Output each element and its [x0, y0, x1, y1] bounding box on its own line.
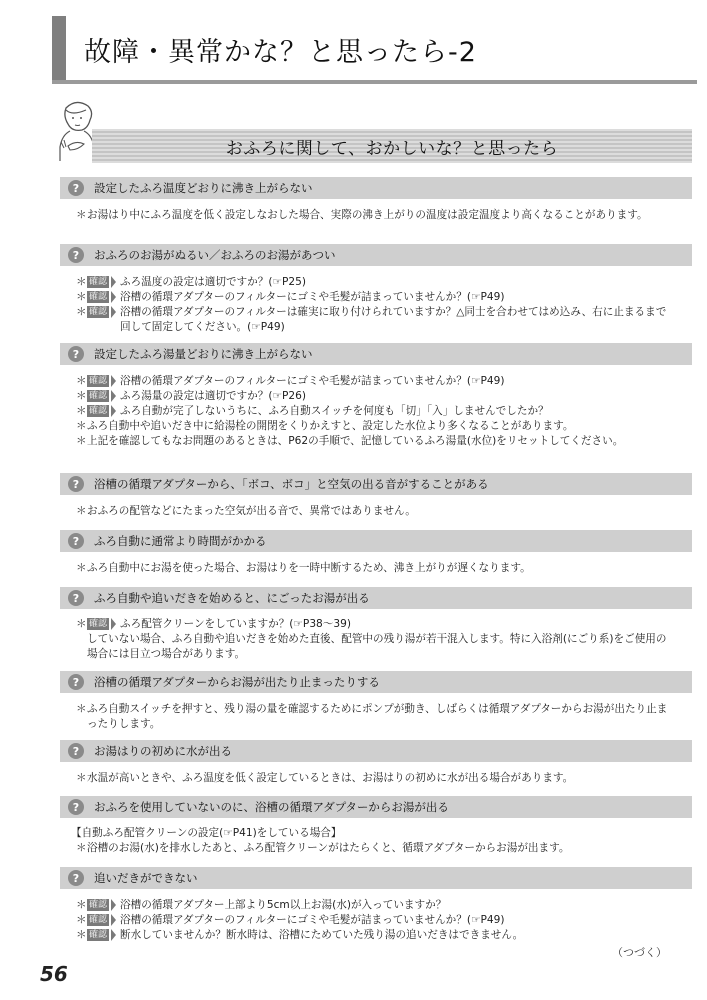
asterisk-mark: ＊ [76, 772, 87, 784]
asterisk-mark: ＊ [76, 390, 87, 402]
question-header [60, 671, 692, 693]
arrow-right-icon [111, 929, 116, 941]
kakunin-tag: 確認 [89, 900, 108, 910]
question-mark-icon: ? [68, 180, 84, 196]
page-number: 56 [40, 962, 68, 986]
answer-line [76, 771, 676, 786]
asterisk-mark: ＊ [76, 505, 87, 517]
question-text: 浴槽の循環アダプターからお湯が出たり止まったりする [94, 675, 380, 689]
arrow-right-icon [111, 306, 116, 318]
page-title: 故障・異常かな？と思ったら-2 [84, 36, 477, 68]
question-header [60, 867, 692, 889]
answer-text: 断水していませんか？断水時は、浴槽にためていた残り湯の追いだきはできません。 [120, 929, 524, 941]
answer-text: おふろの配管などにたまった空気が出る音で、異常ではありません。 [87, 505, 416, 517]
question-text: おふろを使用していないのに、浴槽の循環アダプターからお湯が出る [94, 800, 449, 814]
asterisk-mark: ＊ [76, 291, 87, 303]
answer-block [76, 208, 676, 223]
asterisk-mark: ＊ [76, 420, 87, 432]
asterisk-mark: ＊ [76, 562, 87, 574]
question-text: 浴槽の循環アダプターから、「ボコ、ボコ」と空気の出る音がすることがある [94, 477, 489, 491]
asterisk-mark: ＊ [76, 405, 87, 417]
answer-preface: 【自動ふろ配管クリーンの設定(☞P41)をしている場合】 [71, 827, 342, 839]
section-title: おふろに関して、おかしいな？と思ったら [225, 138, 559, 159]
kakunin-tag: 確認 [89, 376, 108, 386]
question-text: おふろのお湯がぬるい／おふろのお湯があつい [94, 248, 336, 262]
answer-text: ふろ自動スイッチを押すと、残り湯の量を確認するためにポンプが動き、しばらくは循環アダプターからお湯が出たり止まったりします。 [87, 703, 668, 730]
kakunin-tag: 確認 [89, 307, 108, 317]
answer-line [76, 561, 676, 576]
asterisk-mark: ＊ [76, 703, 87, 715]
answer-block [76, 617, 676, 662]
answer-block [76, 702, 676, 732]
answer-line [76, 617, 676, 632]
answer-text: 浴槽のお湯(水)を排水したあと、ふろ配管クリーンがはたらくと、循環アダプターからお湯が出ます。 [87, 842, 570, 854]
answer-line [76, 374, 676, 389]
answer-line [76, 404, 676, 419]
question-mark-icon: ? [68, 743, 84, 759]
arrow-right-icon [111, 405, 116, 417]
answer-text: 浴槽の循環アダプター上部より5cm以上お湯(水)が入っていますか？ [120, 899, 447, 911]
answer-text: 浴槽の循環アダプターのフィルターにゴミや毛髪が詰まっていませんか？(☞P49) [120, 914, 505, 926]
answer-line [76, 898, 676, 913]
question-mark-icon: ? [68, 870, 84, 886]
question-text: ふろ自動に通常より時間がかかる [94, 534, 267, 548]
answer-text: 浴槽の循環アダプターのフィルターは確実に取り付けられていますか？△同士を合わせてはめ込み、右に止まるまで回して固定してください。(☞P49) [120, 306, 667, 333]
answer-line [76, 305, 676, 335]
answer-text: 上記を確認してもなお問題のあるときは、P62の手順で、記憶しているふろ湯量(水位)をリセットしてください。 [87, 435, 624, 447]
answer-line [76, 389, 676, 404]
kakunin-tag: 確認 [89, 292, 108, 302]
answer-line [76, 913, 676, 928]
question-text: お湯はりの初めに水が出る [94, 744, 232, 758]
question-mark-icon: ? [68, 799, 84, 815]
answer-line [76, 504, 676, 519]
question-header [60, 473, 692, 495]
question-text: 設定したふろ湯量どおりに沸き上がらない [94, 347, 313, 361]
arrow-right-icon [111, 375, 116, 387]
arrow-right-icon [111, 291, 116, 303]
kakunin-tag: 確認 [89, 619, 108, 629]
question-header [60, 177, 692, 199]
answer-line [76, 419, 676, 434]
question-text: 設定したふろ温度どおりに沸き上がらない [94, 181, 313, 195]
question-header [60, 796, 692, 818]
question-text: ふろ自動や追いだきを始めると、にごったお湯が出る [94, 591, 370, 605]
kakunin-tag: 確認 [89, 930, 108, 940]
answer-text: ふろ自動中にお湯を使った場合、お湯はりを一時中断するため、沸き上がりが遅くなります。 [87, 562, 531, 574]
continued-note: （つづく） [612, 946, 667, 959]
asterisk-mark: ＊ [76, 209, 87, 221]
answer-line [76, 702, 676, 732]
answer-line [76, 208, 676, 223]
question-mark-icon: ? [68, 247, 84, 263]
answer-block [76, 898, 676, 943]
answer-block [76, 504, 676, 519]
question-mark-icon: ? [68, 346, 84, 362]
answer-block [71, 826, 671, 856]
answer-text: お湯はり中にふろ温度を低く設定しなおした場合、実際の沸き上がりの温度は設定温度より高くなることがあります。 [87, 209, 648, 221]
question-header [60, 343, 692, 365]
kakunin-tag: 確認 [89, 391, 108, 401]
answer-text: 水温が高いときや、ふろ温度を低く設定しているときは、お湯はりの初めに水が出る場合があります。 [87, 772, 574, 784]
asterisk-mark: ＊ [76, 375, 87, 387]
question-header [60, 587, 692, 609]
answer-line [76, 290, 676, 305]
question-header [60, 244, 692, 266]
title-bar [52, 16, 697, 82]
asterisk-mark: ＊ [76, 276, 87, 288]
asterisk-mark: ＊ [76, 914, 87, 926]
answer-block [76, 275, 676, 335]
arrow-right-icon [111, 276, 116, 288]
asterisk-mark: ＊ [76, 435, 87, 447]
answer-text: ふろ自動中や追いだき中に給湯栓の開閉をくりかえすと、設定した水位より多くなることがあります。 [87, 420, 574, 432]
answer-block [76, 374, 676, 449]
answer-line [76, 928, 676, 943]
question-text: 追いだきができない [94, 871, 198, 885]
question-mark-icon: ? [68, 674, 84, 690]
asterisk-mark: ＊ [76, 842, 87, 854]
arrow-right-icon [111, 618, 116, 630]
question-mark-icon: ? [68, 533, 84, 549]
arrow-right-icon [111, 914, 116, 926]
kakunin-tag: 確認 [89, 915, 108, 925]
answer-text: ふろ温度の設定は適切ですか？(☞P25) [120, 276, 306, 288]
answer-text: 浴槽の循環アダプターのフィルターにゴミや毛髪が詰まっていませんか？(☞P49) [120, 375, 505, 387]
answer-continuation: していない場合、ふろ自動や追いだきを始めた直後、配管中の残り湯が若干混入します。特に入浴剤(にごり系)をご使用の場合には目立つ場合があります。 [87, 633, 667, 660]
answer-line [76, 275, 676, 290]
question-mark-icon: ? [68, 590, 84, 606]
answer-line [76, 434, 676, 449]
answer-block [76, 561, 676, 576]
question-header [60, 740, 692, 762]
asterisk-mark: ＊ [76, 306, 87, 318]
question-mark-icon: ? [68, 476, 84, 492]
answer-line [71, 841, 671, 856]
answer-block [76, 771, 676, 786]
answer-text: ふろ湯量の設定は適切ですか？(☞P26) [120, 390, 306, 402]
question-header [60, 530, 692, 552]
arrow-right-icon [111, 390, 116, 402]
asterisk-mark: ＊ [76, 929, 87, 941]
answer-text: ふろ自動が完了しないうちに、ふろ自動スイッチを何度も「切」「入」しませんでしたか？ [120, 405, 549, 417]
kakunin-tag: 確認 [89, 406, 108, 416]
asterisk-mark: ＊ [76, 899, 87, 911]
kakunin-tag: 確認 [89, 277, 108, 287]
answer-text: ふろ配管クリーンをしていますか？(☞P38～39) [120, 618, 352, 630]
answer-text: 浴槽の循環アダプターのフィルターにゴミや毛髪が詰まっていませんか？(☞P49) [120, 291, 505, 303]
arrow-right-icon [111, 899, 116, 911]
asterisk-mark: ＊ [76, 618, 87, 630]
title-underline [52, 80, 697, 84]
